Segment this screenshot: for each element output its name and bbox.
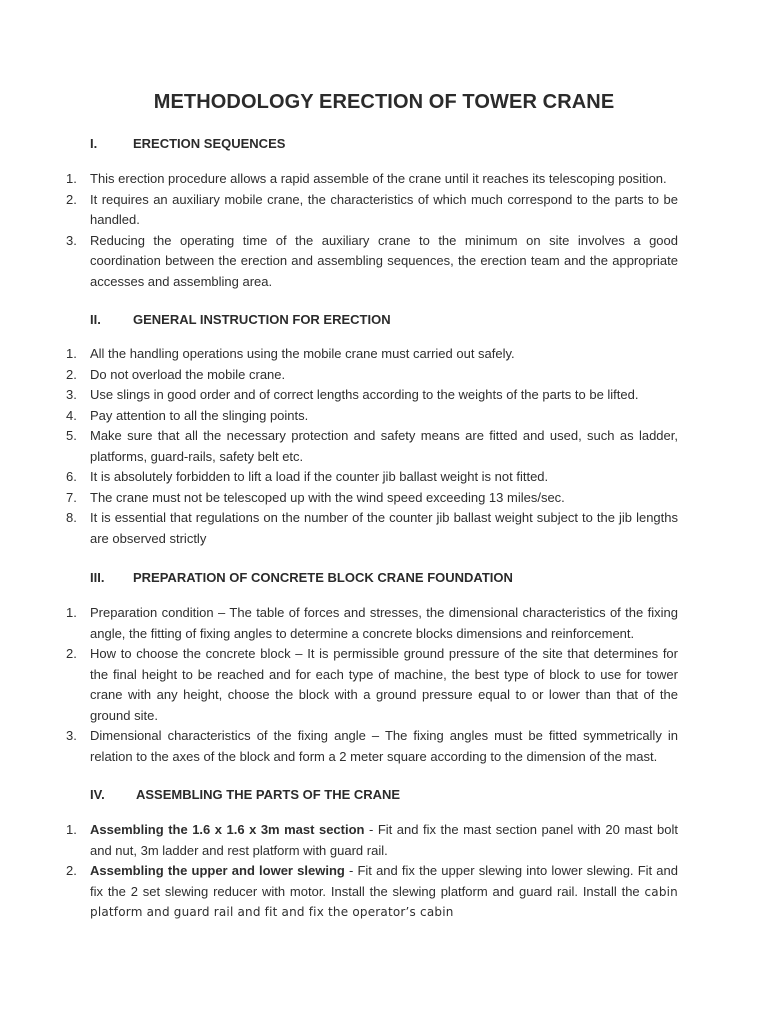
list-item: 8. It is essential that regulations on the number of the counter jib ballast weight subject to the jib lengths are observed strictly	[66, 510, 678, 546]
list-item: 2. How to choose the concrete block – It is permissible ground pressure of the site that determines for the final height to be reached and for each type of machine, the best type of block to use for tower crane with any height, choose the block with a ground pressure equal to or lower than that of the ground site.	[66, 646, 678, 723]
section-heading-4: IV. ASSEMBLING THE PARTS OF THE CRANE	[90, 787, 401, 802]
document-title: METHODOLOGY ERECTION OF TOWER CRANE	[153, 91, 615, 113]
list-item: 2. Assembling the upper and lower slewing - Fit and fix the upper slewing into lower slewing. Fit and fix the 2 set slewing reducer with motor. Install the slewing platform and guard rail. Install the cabin platform and guard rail and fit and fix the operator’s cabin	[66, 863, 678, 919]
list-item: 6. It is absolutely forbidden to lift a load if the counter jib ballast weight is not fitted.	[66, 469, 549, 484]
list-item: 3. Use slings in good order and of correct lengths according to the weights of the parts to be lifted.	[66, 387, 639, 402]
section-3-list	[66, 603, 678, 767]
list-item: 1. Preparation condition – The table of forces and stresses, the dimensional characteristics of the fixing angle, the fitting of fixing angles to determine a concrete blocks dimensions and reinforcement.	[66, 605, 678, 641]
section-2-list	[66, 344, 678, 549]
section-4-list	[66, 820, 678, 923]
section-heading-3: III. PREPARATION OF CONCRETE BLOCK CRANE FOUNDATION	[90, 570, 513, 585]
list-item: 3. Reducing the operating time of the auxiliary crane to the minimum on site involves a good coordination between the erection and assembling sequences, the erection team and the appropriate accesses and assembling area.	[66, 232, 678, 289]
section-1-list	[66, 169, 678, 292]
section-heading-1: I. ERECTION SEQUENCES	[90, 136, 286, 151]
list-item: 2. It requires an auxiliary mobile crane, the characteristics of which much correspond to the parts to be handled.	[66, 191, 678, 227]
list-item: 4. Pay attention to all the slinging points.	[66, 407, 309, 423]
list-item: 5. Make sure that all the necessary protection and safety means are fitted and used, such as ladder, platforms, guard-rails, safety belt etc.	[66, 428, 678, 464]
list-item: 3. Dimensional characteristics of the fixing angle – The fixing angles must be fitted symmetrically in relation to the axes of the block and form a 2 meter square according to the dimension of the mast.	[66, 728, 678, 764]
list-item: 7. The crane must not be telescoped up with the wind speed exceeding 13 miles/sec.	[66, 489, 565, 505]
section-heading-2: II. GENERAL INSTRUCTION FOR ERECTION	[90, 312, 391, 327]
list-item: 1. This erection procedure allows a rapid assemble of the crane until it reaches its telescoping position.	[66, 171, 667, 186]
list-item: 2. Do not overload the mobile crane.	[66, 366, 286, 382]
list-item: 1. All the handling operations using the mobile crane must carried out safely.	[66, 346, 515, 361]
list-item: 1. Assembling the 1.6 x 1.6 x 3m mast section - Fit and fix the mast section panel with 20 mast bolt and nut, 3m ladder and rest platform with guard rail.	[66, 822, 678, 858]
